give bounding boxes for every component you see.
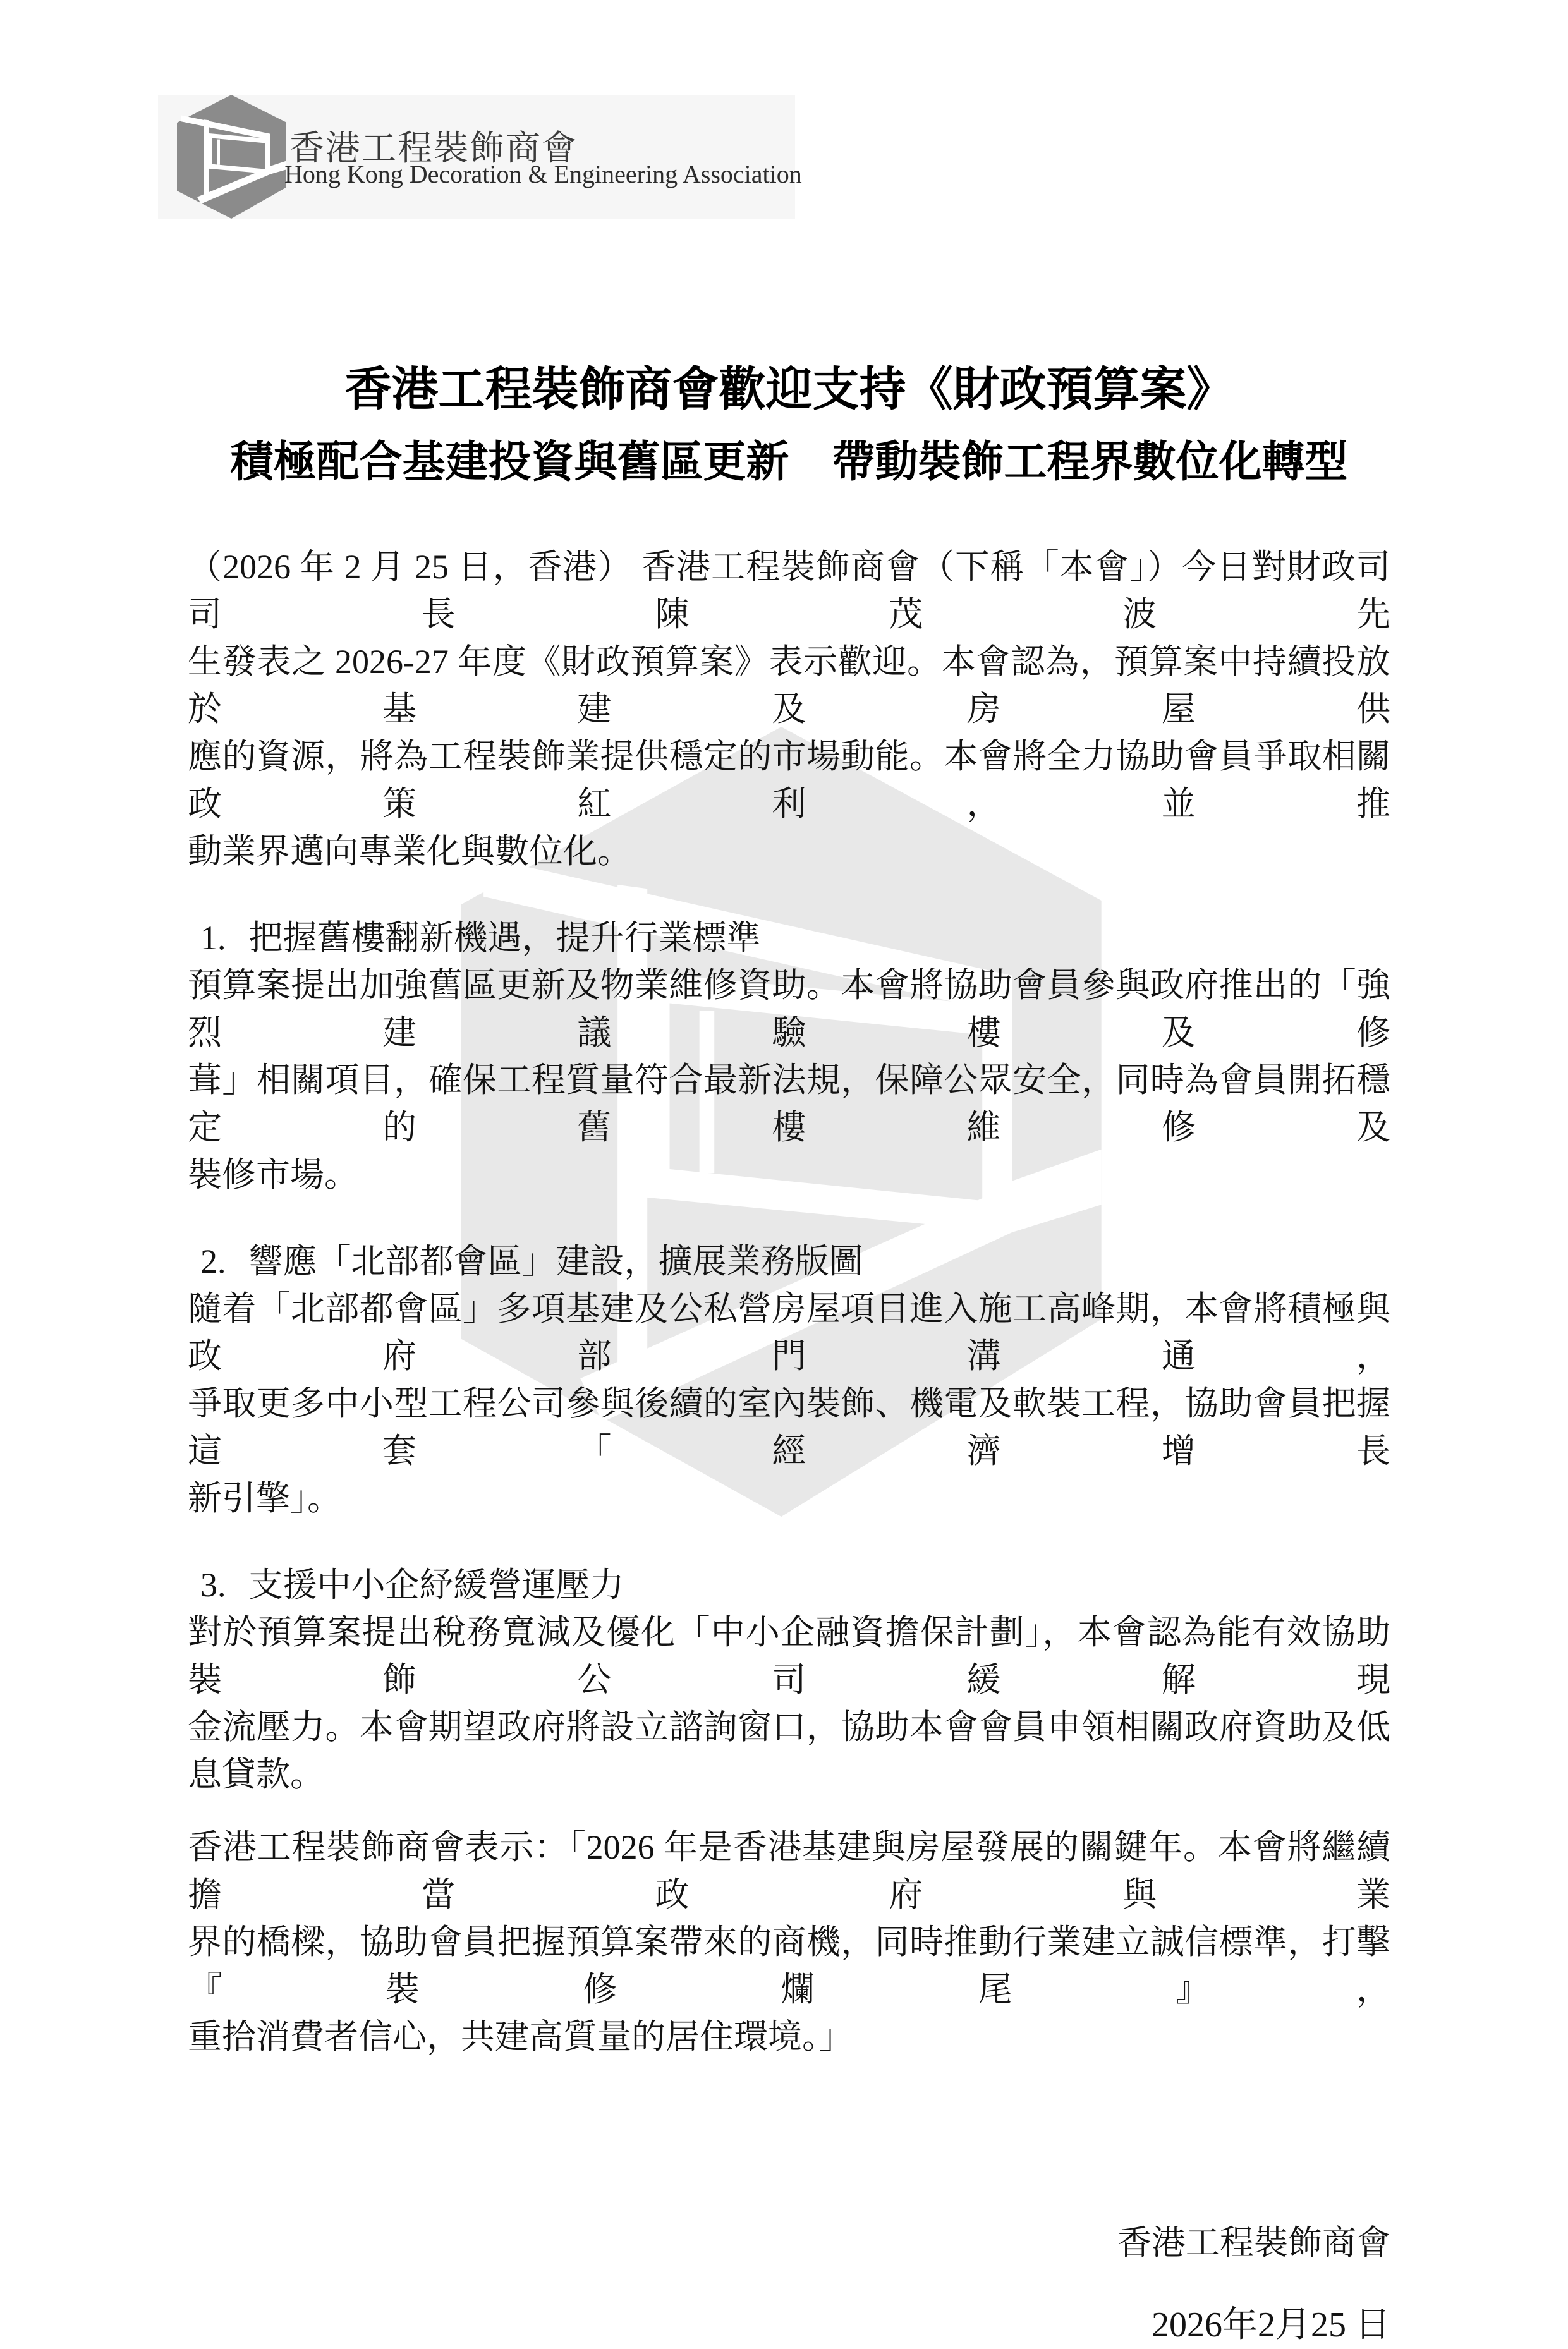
text-line: （2026 年 2 月 25 日，香港） 香港工程裝飾商會（下稱「本會」）今日對財政司司長陳茂波先 (188, 548, 1390, 633)
section-3-heading (188, 1562, 1390, 1609)
text-line: 爭取更多中小型工程公司參與後續的室內裝飾、機電及軟裝工程，協助會員把握這套「經濟增長 (188, 1385, 1390, 1470)
headline-line1: 香港工程裝飾商會歡迎支持《財政預算案》 (344, 364, 1234, 416)
text-line: 金流壓力。本會期望政府將設立諮詢窗口，協助本會會員申領相關政府資助及低息貸款。 (188, 1708, 1390, 1794)
text-line: 對於預算案提出稅務寬減及優化「中小企融資擔保計劃」，本會認為能有效協助裝飾公司緩解現 (188, 1613, 1390, 1699)
section-3-number: 3. (200, 1566, 226, 1604)
text-line: 葺」相關項目，確保工程質量符合最新法規，保障公眾安全，同時為會員開拓穩定的舊樓維修及 (188, 1061, 1390, 1146)
text-line: 動業界邁向專業化與數位化。 (188, 832, 631, 870)
text-line: 預算案提出加強舊區更新及物業維修資助。本會將協助會員參與政府推出的「強烈建議驗樓及修 (188, 966, 1390, 1052)
closing-paragraph (188, 1824, 1390, 2061)
signature-block (188, 2219, 1390, 2349)
text-line: 新引擎」。 (188, 1479, 341, 1517)
section-1-heading (188, 914, 1390, 962)
section-2-heading (188, 1238, 1390, 1285)
headline-line2: 積極配合基建投資與舊區更新 帶動裝飾工程界數位化轉型 (230, 438, 1348, 486)
intro-paragraph (188, 543, 1390, 875)
text-line: 裝修市場。 (188, 1156, 358, 1194)
text-line: 隨着「北部都會區」多項基建及公私營房屋項目進入施工高峰期，本會將積極與政府部門溝通， (188, 1290, 1390, 1375)
text-line: 界的橋樑，協助會員把握預算案帶來的商機，同時推動行業建立誠信標準，打擊『裝修爛尾』， (188, 1923, 1390, 2008)
section-3-heading-text: 支援中小企紓緩營運壓力 (248, 1566, 624, 1604)
text-line: 重拾消費者信心，共建高質量的居住環境。」 (188, 2018, 853, 2056)
section-2-number: 2. (200, 1242, 226, 1280)
section-1-paragraph (188, 962, 1390, 1199)
section-1-number: 1. (200, 919, 226, 957)
association-name-english: Hong Kong Decoration & Engineering Association (284, 160, 802, 188)
signature-date: 2026年2月25 日 (1152, 2305, 1390, 2345)
section-2-paragraph (188, 1285, 1390, 1522)
text-line: 生發表之 2026-27 年度《財政預算案》表示歡迎。本會認為，預算案中持續投放於基建及房屋供 (188, 643, 1390, 728)
text-line: 香港工程裝飾商會表示：「2026 年是香港基建與房屋發展的關鍵年。本會將繼續擔當政府與業 (188, 1828, 1390, 1914)
document-body (188, 0, 1390, 2349)
section-2-heading-text: 響應「北部都會區」建設，擴展業務版圖 (248, 1242, 863, 1280)
section-2 (188, 1238, 1390, 1522)
association-name-chinese: 香港工程裝飾商會 (289, 129, 578, 167)
section-1-heading-text: 把握舊樓翻新機遇，提升行業標準 (248, 919, 761, 957)
section-3 (188, 1562, 1390, 1799)
section-1 (188, 914, 1390, 1199)
text-line: 應的資源，將為工程裝飾業提供穩定的市場動能。本會將全力協助會員爭取相關政策紅利，並推 (188, 737, 1390, 823)
section-3-paragraph (188, 1609, 1390, 1799)
signature-org: 香港工程裝飾商會 (1117, 2224, 1390, 2262)
